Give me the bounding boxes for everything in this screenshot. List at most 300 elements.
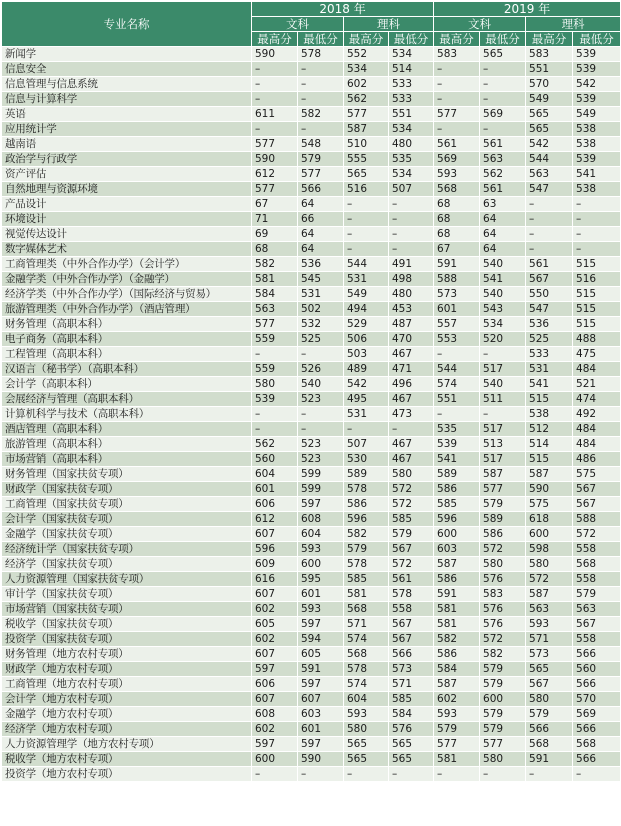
score-cell: – xyxy=(434,77,480,92)
subject-header-2019-science: 理科 xyxy=(526,17,621,32)
major-name-cell: 工商管理（国家扶贫专项） xyxy=(2,497,252,512)
score-cell: 567 xyxy=(573,482,621,497)
score-cell: 492 xyxy=(573,407,621,422)
score-cell: – xyxy=(573,212,621,227)
score-cell: – xyxy=(344,212,389,227)
score-cell: 571 xyxy=(344,617,389,632)
score-cell: 565 xyxy=(480,47,526,62)
table-row xyxy=(2,182,621,197)
major-name-cell: 金融学类（中外合作办学）（金融学） xyxy=(2,272,252,287)
score-cell: 487 xyxy=(389,317,434,332)
table-row xyxy=(2,62,621,77)
table-row xyxy=(2,47,621,62)
major-name-cell: 经济统计学（国家扶贫专项） xyxy=(2,542,252,557)
score-cell: 64 xyxy=(480,242,526,257)
score-cell: 599 xyxy=(298,482,344,497)
score-cell: 526 xyxy=(298,362,344,377)
major-name-cell: 财务管理（地方农村专项） xyxy=(2,647,252,662)
score-cell: – xyxy=(344,227,389,242)
table-row xyxy=(2,407,621,422)
score-cell: 535 xyxy=(389,152,434,167)
score-cell: 597 xyxy=(252,737,298,752)
score-cell: 541 xyxy=(434,452,480,467)
score-cell: 516 xyxy=(344,182,389,197)
score-cell: 582 xyxy=(344,527,389,542)
score-cell: 577 xyxy=(480,737,526,752)
score-cell: 574 xyxy=(434,377,480,392)
score-cell: 498 xyxy=(389,272,434,287)
table-row xyxy=(2,302,621,317)
score-cell: 577 xyxy=(434,107,480,122)
score-cell: 580 xyxy=(480,557,526,572)
score-cell: 579 xyxy=(573,587,621,602)
score-cell: – xyxy=(298,407,344,422)
score-cell: 573 xyxy=(389,662,434,677)
score-cell: 593 xyxy=(526,617,573,632)
score-cell: 587 xyxy=(434,557,480,572)
score-cell: – xyxy=(480,122,526,137)
score-cell: 577 xyxy=(252,182,298,197)
score-cell: 572 xyxy=(389,557,434,572)
table-row xyxy=(2,227,621,242)
score-cell: 618 xyxy=(526,512,573,527)
table-row xyxy=(2,692,621,707)
score-cell: 565 xyxy=(526,662,573,677)
score-cell: 577 xyxy=(344,107,389,122)
score-cell: 603 xyxy=(298,707,344,722)
table-row xyxy=(2,482,621,497)
score-cell: 586 xyxy=(344,497,389,512)
score-cell: 572 xyxy=(480,632,526,647)
score-cell: 600 xyxy=(298,557,344,572)
score-cell: 551 xyxy=(389,107,434,122)
score-cell: 567 xyxy=(389,632,434,647)
score-cell: 565 xyxy=(344,737,389,752)
score-cell: 558 xyxy=(389,602,434,617)
score-cell: 535 xyxy=(434,422,480,437)
score-cell: 562 xyxy=(480,167,526,182)
score-cell: 565 xyxy=(526,122,573,137)
score-cell: 520 xyxy=(480,332,526,347)
score-cell: 563 xyxy=(526,167,573,182)
score-cell: 453 xyxy=(389,302,434,317)
score-cell: 513 xyxy=(480,437,526,452)
major-name-cell: 信息安全 xyxy=(2,62,252,77)
major-name-cell: 旅游管理类（中外合作办学）（酒店管理） xyxy=(2,302,252,317)
score-cell: 544 xyxy=(434,362,480,377)
score-cell: 587 xyxy=(526,587,573,602)
major-name-cell: 新闻学 xyxy=(2,47,252,62)
stat-header: 最高分 xyxy=(526,32,573,47)
score-cell: 590 xyxy=(298,752,344,767)
score-cell: 590 xyxy=(252,47,298,62)
major-name-cell: 财政学（地方农村专项） xyxy=(2,662,252,677)
score-cell: – xyxy=(298,62,344,77)
score-cell: 567 xyxy=(389,617,434,632)
score-cell: – xyxy=(573,767,621,782)
score-cell: 606 xyxy=(252,497,298,512)
score-cell: 542 xyxy=(526,137,573,152)
score-cell: 66 xyxy=(298,212,344,227)
score-cell: 583 xyxy=(526,47,573,62)
score-cell: 568 xyxy=(344,647,389,662)
score-cell: 561 xyxy=(526,257,573,272)
score-cell: 591 xyxy=(434,587,480,602)
score-cell: 540 xyxy=(480,257,526,272)
score-cell: 68 xyxy=(434,212,480,227)
score-cell: 467 xyxy=(389,437,434,452)
score-cell: 506 xyxy=(344,332,389,347)
score-cell: – xyxy=(480,62,526,77)
score-cell: – xyxy=(480,92,526,107)
score-cell: – xyxy=(389,227,434,242)
score-cell: 582 xyxy=(252,257,298,272)
score-cell: 562 xyxy=(252,437,298,452)
score-cell: 523 xyxy=(298,392,344,407)
score-cell: 587 xyxy=(344,122,389,137)
score-cell: 583 xyxy=(434,47,480,62)
score-cell: 575 xyxy=(526,497,573,512)
score-cell: – xyxy=(298,122,344,137)
score-cell: 565 xyxy=(389,752,434,767)
score-cell: – xyxy=(434,767,480,782)
major-name-cell: 金融学（国家扶贫专项） xyxy=(2,527,252,542)
score-cell: – xyxy=(434,122,480,137)
score-cell: 597 xyxy=(298,617,344,632)
table-row xyxy=(2,197,621,212)
score-cell: 488 xyxy=(573,332,621,347)
major-name-cell: 旅游管理（高职本科） xyxy=(2,437,252,452)
score-cell: 584 xyxy=(252,287,298,302)
major-name-cell: 人力资源管理（国家扶贫专项） xyxy=(2,572,252,587)
major-name-cell: 会计学（高职本科） xyxy=(2,377,252,392)
score-cell: 601 xyxy=(298,722,344,737)
score-cell: – xyxy=(389,197,434,212)
score-cell: 591 xyxy=(434,257,480,272)
stat-header: 最低分 xyxy=(298,32,344,47)
score-cell: 608 xyxy=(252,707,298,722)
table-row xyxy=(2,542,621,557)
score-cell: 533 xyxy=(389,77,434,92)
score-cell: 607 xyxy=(252,692,298,707)
score-cell: – xyxy=(526,212,573,227)
score-cell: 567 xyxy=(573,617,621,632)
score-cell: 593 xyxy=(434,167,480,182)
score-cell: 590 xyxy=(252,152,298,167)
score-cell: – xyxy=(298,422,344,437)
score-cell: 566 xyxy=(573,722,621,737)
score-cell: 530 xyxy=(344,452,389,467)
score-cell: – xyxy=(573,197,621,212)
score-cell: 598 xyxy=(526,542,573,557)
major-name-header: 专业名称 xyxy=(2,2,252,47)
score-cell: 589 xyxy=(344,467,389,482)
score-cell: 574 xyxy=(344,632,389,647)
score-cell: – xyxy=(252,422,298,437)
score-cell: 593 xyxy=(434,707,480,722)
major-name-cell: 会计学（国家扶贫专项） xyxy=(2,512,252,527)
table-row xyxy=(2,347,621,362)
score-cell: 584 xyxy=(389,707,434,722)
score-cell: 567 xyxy=(389,542,434,557)
score-cell: 587 xyxy=(480,467,526,482)
subject-header-2019-liberal-arts: 文科 xyxy=(434,17,526,32)
score-cell: 580 xyxy=(526,557,573,572)
score-cell: 544 xyxy=(344,257,389,272)
score-cell: 595 xyxy=(298,572,344,587)
score-cell: 560 xyxy=(573,662,621,677)
score-cell: 480 xyxy=(389,137,434,152)
score-cell: 585 xyxy=(389,692,434,707)
table-header xyxy=(2,2,621,47)
score-cell: 596 xyxy=(434,512,480,527)
score-cell: 563 xyxy=(573,602,621,617)
score-cell: 515 xyxy=(573,257,621,272)
score-cell: 602 xyxy=(252,632,298,647)
major-name-cell: 经济学类（中外合作办学）（国际经济与贸易） xyxy=(2,287,252,302)
score-cell: 559 xyxy=(252,332,298,347)
score-cell: 543 xyxy=(480,302,526,317)
score-cell: 559 xyxy=(252,362,298,377)
year-header-2018: 2018 年 xyxy=(252,2,434,17)
score-cell: 542 xyxy=(573,77,621,92)
score-cell: 593 xyxy=(298,542,344,557)
score-cell: 609 xyxy=(252,557,298,572)
score-cell: – xyxy=(480,407,526,422)
score-cell: 593 xyxy=(344,707,389,722)
score-cell: 533 xyxy=(526,347,573,362)
score-cell: – xyxy=(526,242,573,257)
score-cell: – xyxy=(389,242,434,257)
table-row xyxy=(2,632,621,647)
score-cell: 605 xyxy=(298,647,344,662)
table-row xyxy=(2,587,621,602)
score-cell: 474 xyxy=(573,392,621,407)
score-cell: 587 xyxy=(526,467,573,482)
score-cell: 545 xyxy=(298,272,344,287)
score-cell: 552 xyxy=(344,47,389,62)
score-cell: 63 xyxy=(480,197,526,212)
score-cell: 566 xyxy=(573,677,621,692)
score-cell: 531 xyxy=(344,272,389,287)
score-cell: 596 xyxy=(344,512,389,527)
score-cell: 536 xyxy=(298,257,344,272)
table-row xyxy=(2,362,621,377)
score-cell: – xyxy=(252,92,298,107)
score-cell: 569 xyxy=(480,107,526,122)
score-cell: 586 xyxy=(480,527,526,542)
score-cell: 491 xyxy=(389,257,434,272)
score-cell: 69 xyxy=(252,227,298,242)
table-row xyxy=(2,287,621,302)
table-row xyxy=(2,467,621,482)
major-name-cell: 税收学（地方农村专项） xyxy=(2,752,252,767)
table-row xyxy=(2,752,621,767)
score-cell: 517 xyxy=(480,422,526,437)
score-cell: 585 xyxy=(434,497,480,512)
score-cell: 567 xyxy=(526,272,573,287)
score-cell: 525 xyxy=(526,332,573,347)
major-name-cell: 电子商务（高职本科） xyxy=(2,332,252,347)
score-cell: 68 xyxy=(252,242,298,257)
score-cell: 569 xyxy=(573,707,621,722)
score-cell: – xyxy=(252,122,298,137)
score-cell: 561 xyxy=(480,182,526,197)
major-name-cell: 自然地理与资源环境 xyxy=(2,182,252,197)
table-row xyxy=(2,422,621,437)
score-cell: – xyxy=(480,77,526,92)
score-cell: 577 xyxy=(434,737,480,752)
score-cell: 594 xyxy=(298,632,344,647)
score-cell: 572 xyxy=(573,527,621,542)
score-cell: 581 xyxy=(434,752,480,767)
table-row xyxy=(2,737,621,752)
score-cell: – xyxy=(389,767,434,782)
score-cell: 539 xyxy=(573,47,621,62)
score-cell: 576 xyxy=(480,602,526,617)
score-cell: 579 xyxy=(526,707,573,722)
major-name-cell: 政治学与行政学 xyxy=(2,152,252,167)
score-cell: 602 xyxy=(344,77,389,92)
score-cell: 607 xyxy=(252,647,298,662)
score-cell: 576 xyxy=(480,617,526,632)
table-row xyxy=(2,707,621,722)
score-cell: 600 xyxy=(252,752,298,767)
score-cell: 512 xyxy=(526,422,573,437)
score-cell: 536 xyxy=(526,317,573,332)
score-cell: 581 xyxy=(434,602,480,617)
score-cell: 608 xyxy=(298,512,344,527)
score-cell: 68 xyxy=(434,197,480,212)
score-cell: 573 xyxy=(526,647,573,662)
table-row xyxy=(2,122,621,137)
score-cell: 597 xyxy=(252,662,298,677)
score-cell: 589 xyxy=(434,467,480,482)
score-cell: 532 xyxy=(298,317,344,332)
score-cell: 534 xyxy=(480,317,526,332)
score-cell: 601 xyxy=(252,482,298,497)
score-cell: 573 xyxy=(434,287,480,302)
score-cell: 591 xyxy=(526,752,573,767)
score-cell: 589 xyxy=(480,512,526,527)
score-cell: – xyxy=(252,767,298,782)
score-cell: 561 xyxy=(480,137,526,152)
score-cell: 515 xyxy=(573,287,621,302)
score-cell: 484 xyxy=(573,437,621,452)
major-name-cell: 工商管理类（中外合作办学）（会计学） xyxy=(2,257,252,272)
score-cell: 540 xyxy=(480,377,526,392)
score-cell: 602 xyxy=(252,602,298,617)
score-cell: – xyxy=(298,347,344,362)
score-cell: 581 xyxy=(434,617,480,632)
score-cell: 606 xyxy=(252,677,298,692)
score-cell: 533 xyxy=(389,92,434,107)
score-cell: 541 xyxy=(573,167,621,182)
major-name-cell: 财政学（国家扶贫专项） xyxy=(2,482,252,497)
stat-header: 最高分 xyxy=(434,32,480,47)
score-cell: 590 xyxy=(526,482,573,497)
score-cell: 538 xyxy=(573,122,621,137)
score-cell: 607 xyxy=(252,587,298,602)
major-name-cell: 审计学（国家扶贫专项） xyxy=(2,587,252,602)
table-row xyxy=(2,677,621,692)
table-row xyxy=(2,167,621,182)
score-cell: 568 xyxy=(434,182,480,197)
score-cell: 471 xyxy=(389,362,434,377)
score-cell: 561 xyxy=(434,137,480,152)
score-cell: 547 xyxy=(526,182,573,197)
score-cell: 580 xyxy=(389,467,434,482)
table-row xyxy=(2,647,621,662)
score-cell: 575 xyxy=(573,467,621,482)
score-cell: 507 xyxy=(344,437,389,452)
score-cell: 602 xyxy=(252,722,298,737)
score-cell: 597 xyxy=(298,677,344,692)
score-cell: 538 xyxy=(526,407,573,422)
score-cell: 597 xyxy=(298,497,344,512)
score-cell: 560 xyxy=(252,452,298,467)
score-cell: 525 xyxy=(298,332,344,347)
major-name-cell: 市场营销（高职本科） xyxy=(2,452,252,467)
score-cell: 550 xyxy=(526,287,573,302)
score-cell: 531 xyxy=(298,287,344,302)
score-cell: 604 xyxy=(344,692,389,707)
score-cell: 576 xyxy=(480,572,526,587)
score-cell: 583 xyxy=(480,587,526,602)
score-cell: 565 xyxy=(389,737,434,752)
table-row xyxy=(2,452,621,467)
major-name-cell: 视觉传达设计 xyxy=(2,227,252,242)
score-cell: 581 xyxy=(344,587,389,602)
score-cell: 571 xyxy=(526,632,573,647)
score-cell: 591 xyxy=(298,662,344,677)
score-cell: 577 xyxy=(252,317,298,332)
score-cell: 611 xyxy=(252,107,298,122)
score-cell: 580 xyxy=(344,722,389,737)
score-cell: 571 xyxy=(389,677,434,692)
score-cell: – xyxy=(252,347,298,362)
score-cell: 597 xyxy=(298,737,344,752)
stat-header: 最高分 xyxy=(252,32,298,47)
score-cell: – xyxy=(252,62,298,77)
score-cell: 566 xyxy=(526,722,573,737)
score-cell: 71 xyxy=(252,212,298,227)
score-cell: – xyxy=(434,347,480,362)
score-cell: 475 xyxy=(573,347,621,362)
score-cell: 511 xyxy=(480,392,526,407)
score-cell: 515 xyxy=(526,392,573,407)
score-cell: 68 xyxy=(434,227,480,242)
score-cell: 580 xyxy=(480,752,526,767)
score-cell: 568 xyxy=(526,737,573,752)
score-cell: 577 xyxy=(298,167,344,182)
score-cell: 544 xyxy=(526,152,573,167)
score-cell: 612 xyxy=(252,512,298,527)
score-cell: 516 xyxy=(573,272,621,287)
score-cell: 616 xyxy=(252,572,298,587)
table-row xyxy=(2,377,621,392)
score-cell: 534 xyxy=(389,167,434,182)
score-cell: 540 xyxy=(480,287,526,302)
major-name-cell: 汉语言（秘书学）（高职本科） xyxy=(2,362,252,377)
score-cell: 578 xyxy=(298,47,344,62)
score-cell: 523 xyxy=(298,437,344,452)
score-cell: 579 xyxy=(480,677,526,692)
score-cell: 517 xyxy=(480,452,526,467)
score-cell: 558 xyxy=(573,632,621,647)
score-cell: 561 xyxy=(389,572,434,587)
score-cell: – xyxy=(298,77,344,92)
